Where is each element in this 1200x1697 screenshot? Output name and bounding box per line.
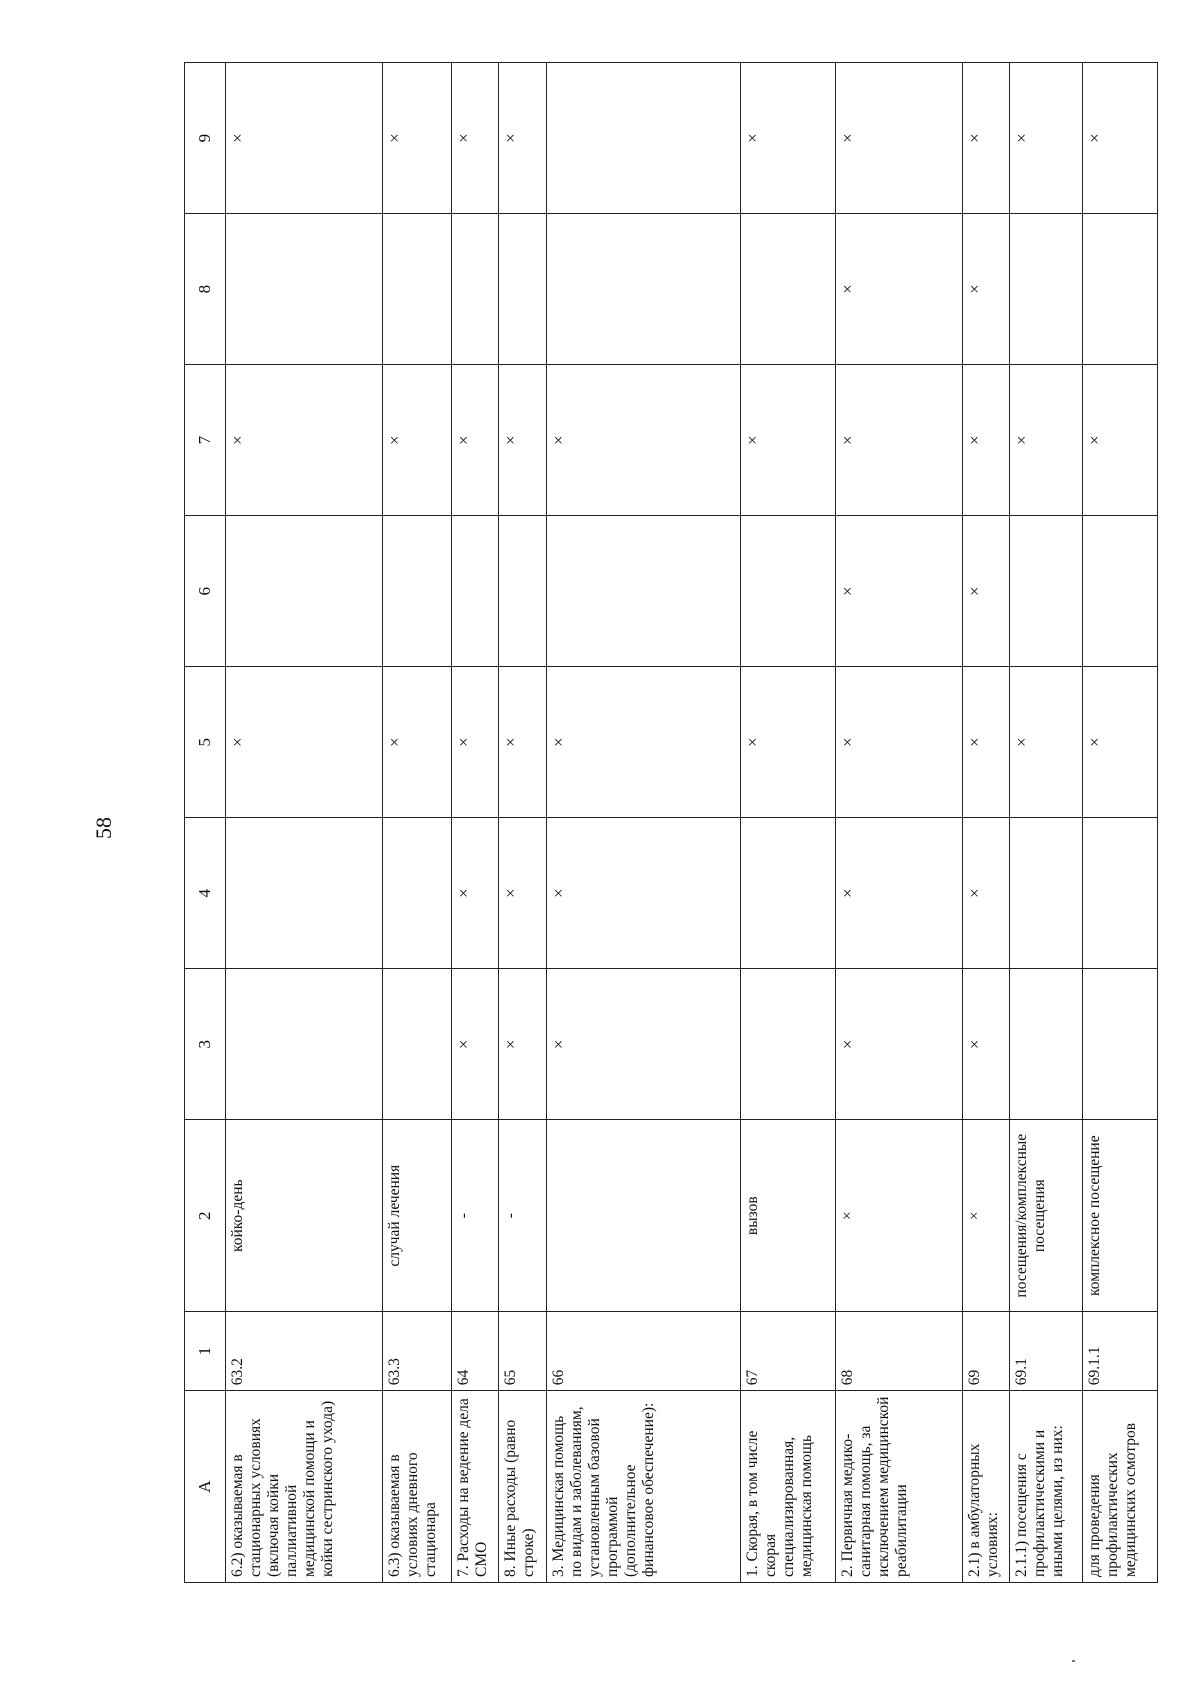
cell-col-7: × bbox=[226, 365, 383, 516]
cell-col-5: × bbox=[546, 667, 740, 818]
header-col-6: 6 bbox=[185, 516, 226, 667]
row-name: 3. Медицинская помощь по видам и заболеваниям, установленным базовой программой (дополнительное финансовое обеспечение): bbox=[546, 1391, 740, 1583]
cell-col-9: × bbox=[226, 63, 383, 214]
cell-col-4: × bbox=[835, 818, 962, 969]
cell-col-5: × bbox=[382, 667, 451, 818]
header-col-8: 8 bbox=[185, 214, 226, 365]
cell-col-9: × bbox=[740, 63, 835, 214]
cell-col-8 bbox=[499, 214, 546, 365]
row-name: 1. Скорая, в том числе скорая специализированная, медицинская помощь bbox=[740, 1391, 835, 1583]
cell-col-6 bbox=[226, 516, 383, 667]
header-col-2: 2 bbox=[185, 1120, 226, 1312]
table-row bbox=[382, 63, 451, 1583]
cell-col-8 bbox=[740, 214, 835, 365]
cell-col-6 bbox=[1010, 516, 1082, 667]
table-row bbox=[835, 63, 962, 1583]
table-row bbox=[546, 63, 740, 1583]
row-name: 6.2) оказываемая в стационарных условиях (включая койки паллиативной медицинской помощи и койки сестринского ухода) bbox=[226, 1391, 383, 1583]
cell-col-7: × bbox=[1010, 365, 1082, 516]
row-unit: посещения/комплексные посещения bbox=[1010, 1120, 1082, 1312]
cell-col-7: × bbox=[1082, 365, 1157, 516]
cell-col-7: × bbox=[452, 365, 499, 516]
cell-col-6 bbox=[740, 516, 835, 667]
cell-col-3: × bbox=[835, 969, 962, 1120]
row-unit: вызов bbox=[740, 1120, 835, 1312]
cell-col-5: × bbox=[452, 667, 499, 818]
row-unit: комплексное посещение bbox=[1082, 1120, 1157, 1312]
cell-col-9: × bbox=[1082, 63, 1157, 214]
cell-col-4: × bbox=[452, 818, 499, 969]
table-row bbox=[452, 63, 499, 1583]
row-line-number: 66 bbox=[546, 1312, 740, 1391]
row-name: 2.1.1) посещения с профилактическими и иными целями, из них: bbox=[1010, 1391, 1082, 1583]
row-unit: - bbox=[452, 1120, 499, 1312]
row-line-number: 67 bbox=[740, 1312, 835, 1391]
cell-col-8: × bbox=[962, 214, 1009, 365]
cell-col-5: × bbox=[499, 667, 546, 818]
cell-col-3 bbox=[1010, 969, 1082, 1120]
table-row bbox=[740, 63, 835, 1583]
cell-col-4: × bbox=[962, 818, 1009, 969]
cell-col-4 bbox=[226, 818, 383, 969]
row-unit: случай лечения bbox=[382, 1120, 451, 1312]
cell-col-5: × bbox=[226, 667, 383, 818]
table-row bbox=[1010, 63, 1082, 1583]
row-name: 2. Первичная медико-санитарная помощь, за исключением медицинской реабилитации bbox=[835, 1391, 962, 1583]
cell-col-9: × bbox=[1010, 63, 1082, 214]
row-name: для проведения профилактических медицинских осмотров bbox=[1082, 1391, 1157, 1583]
table-row bbox=[1082, 63, 1157, 1583]
row-name: 2.1) в амбулаторных условиях: bbox=[962, 1391, 1009, 1583]
cell-col-5: × bbox=[835, 667, 962, 818]
row-line-number: 63.2 bbox=[226, 1312, 383, 1391]
row-name: 6.3) оказываемая в условиях дневного стационара bbox=[382, 1391, 451, 1583]
table-container bbox=[184, 62, 1158, 1583]
table-row bbox=[499, 63, 546, 1583]
cell-col-7: × bbox=[740, 365, 835, 516]
cell-col-5: × bbox=[1082, 667, 1157, 818]
cell-col-4 bbox=[740, 818, 835, 969]
cell-col-3 bbox=[1082, 969, 1157, 1120]
cell-col-7: × bbox=[546, 365, 740, 516]
row-line-number: 69.1.1 bbox=[1082, 1312, 1157, 1391]
page-number: 58 bbox=[91, 817, 116, 839]
cell-col-4 bbox=[382, 818, 451, 969]
cell-col-6 bbox=[452, 516, 499, 667]
row-unit: койко-день bbox=[226, 1120, 383, 1312]
cell-col-6 bbox=[499, 516, 546, 667]
cell-col-3: × bbox=[546, 969, 740, 1120]
cell-col-6 bbox=[1082, 516, 1157, 667]
cell-col-9: × bbox=[452, 63, 499, 214]
cell-col-3: × bbox=[499, 969, 546, 1120]
data-table bbox=[184, 62, 1158, 1583]
cell-col-7: × bbox=[962, 365, 1009, 516]
cell-col-6: × bbox=[835, 516, 962, 667]
row-line-number: 68 bbox=[835, 1312, 962, 1391]
scan-mark bbox=[1072, 1660, 1075, 1662]
header-col-3: 3 bbox=[185, 969, 226, 1120]
table-header-row bbox=[185, 63, 226, 1583]
header-col-7: 7 bbox=[185, 365, 226, 516]
cell-col-9: × bbox=[962, 63, 1009, 214]
row-unit: × bbox=[962, 1120, 1009, 1312]
cell-col-3: × bbox=[452, 969, 499, 1120]
row-line-number: 63.3 bbox=[382, 1312, 451, 1391]
cell-col-9: × bbox=[835, 63, 962, 214]
row-name: 7. Расходы на ведение дела СМО bbox=[452, 1391, 499, 1583]
cell-col-8: × bbox=[835, 214, 962, 365]
cell-col-3 bbox=[226, 969, 383, 1120]
table-row bbox=[962, 63, 1009, 1583]
header-col-4: 4 bbox=[185, 818, 226, 969]
row-unit: × bbox=[835, 1120, 962, 1312]
row-unit bbox=[546, 1120, 740, 1312]
cell-col-6 bbox=[382, 516, 451, 667]
cell-col-4 bbox=[1082, 818, 1157, 969]
table-row bbox=[226, 63, 383, 1583]
cell-col-4: × bbox=[499, 818, 546, 969]
cell-col-8 bbox=[382, 214, 451, 365]
row-line-number: 69.1 bbox=[1010, 1312, 1082, 1391]
row-name: 8. Иные расходы (равно строке) bbox=[499, 1391, 546, 1583]
cell-col-8 bbox=[1082, 214, 1157, 365]
cell-col-3 bbox=[382, 969, 451, 1120]
header-col-9: 9 bbox=[185, 63, 226, 214]
cell-col-6 bbox=[546, 516, 740, 667]
cell-col-5: × bbox=[962, 667, 1009, 818]
cell-col-9 bbox=[546, 63, 740, 214]
cell-col-4 bbox=[1010, 818, 1082, 969]
cell-col-9: × bbox=[382, 63, 451, 214]
cell-col-7: × bbox=[499, 365, 546, 516]
rotated-table-frame bbox=[184, 62, 1158, 1583]
header-col-5: 5 bbox=[185, 667, 226, 818]
cell-col-7: × bbox=[835, 365, 962, 516]
cell-col-6: × bbox=[962, 516, 1009, 667]
row-line-number: 64 bbox=[452, 1312, 499, 1391]
cell-col-3: × bbox=[962, 969, 1009, 1120]
row-line-number: 65 bbox=[499, 1312, 546, 1391]
row-line-number: 69 bbox=[962, 1312, 1009, 1391]
cell-col-5: × bbox=[1010, 667, 1082, 818]
row-unit: - bbox=[499, 1120, 546, 1312]
cell-col-9: × bbox=[499, 63, 546, 214]
cell-col-8 bbox=[226, 214, 383, 365]
cell-col-7: × bbox=[382, 365, 451, 516]
cell-col-5: × bbox=[740, 667, 835, 818]
cell-col-4: × bbox=[546, 818, 740, 969]
cell-col-8 bbox=[546, 214, 740, 365]
cell-col-3 bbox=[740, 969, 835, 1120]
cell-col-8 bbox=[452, 214, 499, 365]
cell-col-8 bbox=[1010, 214, 1082, 365]
header-col-1: 1 bbox=[185, 1312, 226, 1391]
header-col-a: А bbox=[185, 1391, 226, 1583]
